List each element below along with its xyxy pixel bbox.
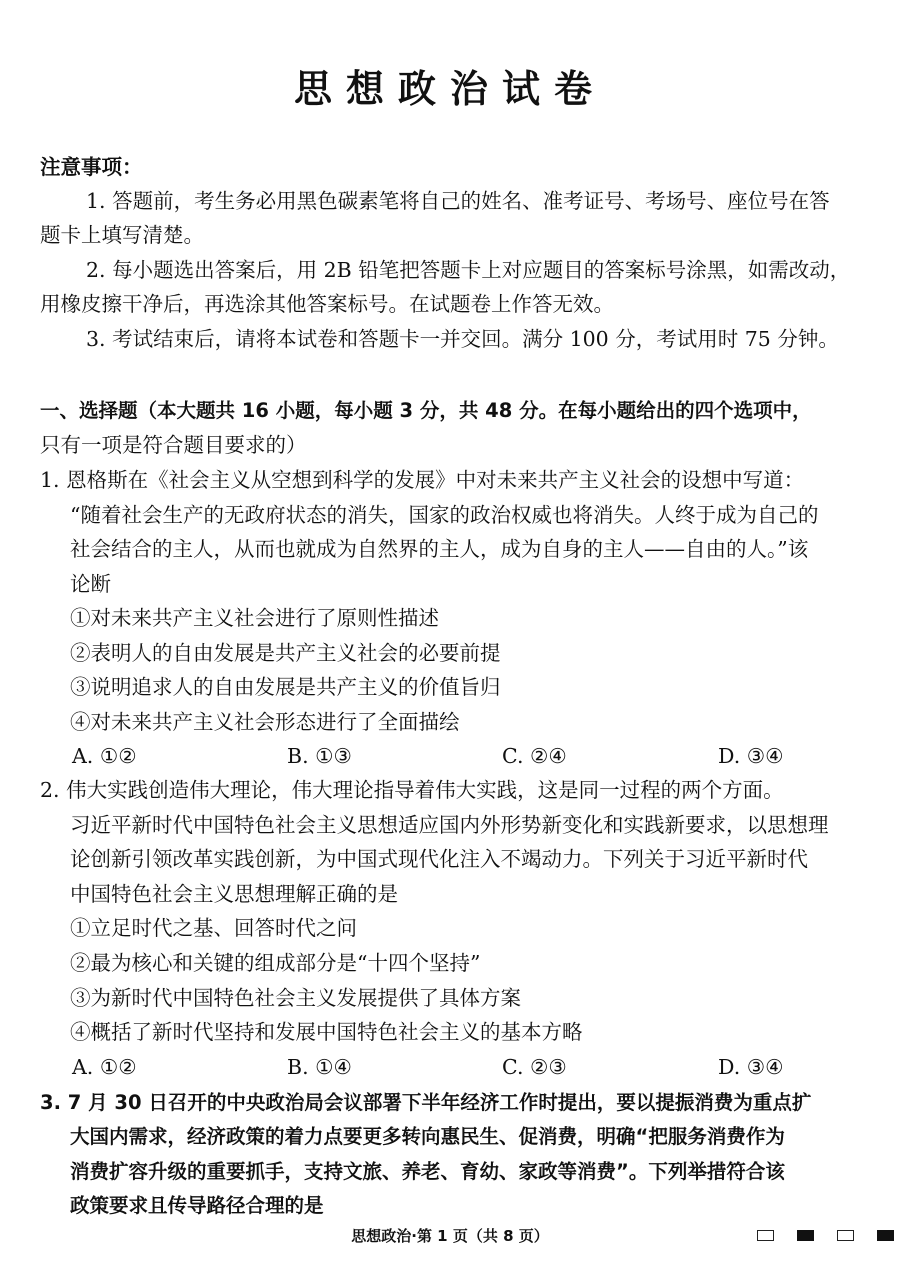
filled-mark-icon <box>797 1230 814 1241</box>
q2-option-a: A. ①② <box>72 1055 137 1079</box>
q1-statement-1: ①对未来共产主义社会进行了原则性描述 <box>70 606 439 630</box>
q3-stem-line-4: 政策要求且传导路径合理的是 <box>70 1194 324 1217</box>
q2-statement-3: ③为新时代中国特色社会主义发展提供了具体方案 <box>70 986 521 1010</box>
q3-stem-line-1: 3. 7 月 30 日召开的中央政治局会议部署下半年经济工作时提出，要以提振消费为重点扩 <box>40 1091 812 1114</box>
q1-stem-line-3: 社会结合的主人，从而也就成为自然界的主人，成为自身的主人——自由的人。”该 <box>70 537 809 561</box>
q2-option-c: C. ②③ <box>502 1055 567 1079</box>
q1-option-a: A. ①② <box>72 744 137 768</box>
q2-statement-2: ②最为核心和关键的组成部分是“十四个坚持” <box>70 951 481 975</box>
filled-mark-icon <box>877 1230 894 1241</box>
notice-heading: 注意事项： <box>40 155 143 179</box>
q2-statement-1: ①立足时代之基、回答时代之问 <box>70 916 357 940</box>
q1-stem-line-2: “随着社会生产的无政府状态的消失，国家的政治权威也将消失。人终于成为自己的 <box>70 503 819 527</box>
q1-option-b: B. ①③ <box>287 744 352 768</box>
print-registration-marks <box>757 1228 897 1244</box>
q3-stem-line-3: 消费扩容升级的重要抓手，支持文旅、养老、育幼、家政等消费”。下列举措符合该 <box>70 1160 785 1183</box>
q1-option-d: D. ③④ <box>718 744 784 768</box>
hollow-mark-icon <box>837 1230 854 1241</box>
q1-stem-line-4: 论断 <box>70 572 111 596</box>
notice-item-2-line-1: 2. 每小题选出答案后，用 2B 铅笔把答题卡上对应题目的答案标号涂黑，如需改动， <box>86 258 851 282</box>
q1-statement-2: ②表明人的自由发展是共产主义社会的必要前提 <box>70 641 501 665</box>
section-1-heading-line-1: 一、选择题（本大题共 16 小题，每小题 3 分，共 48 分。在每小题给出的四个选项中， <box>40 399 812 422</box>
q3-stem-line-2: 大国内需求，经济政策的着力点要更多转向惠民生、促消费，明确“把服务消费作为 <box>70 1125 785 1148</box>
q1-option-c: C. ②④ <box>502 744 567 768</box>
q2-option-b: B. ①④ <box>287 1055 352 1079</box>
notice-item-1-line-1: 1. 答题前，考生务必用黑色碳素笔将自己的姓名、准考证号、考场号、座位号在答 <box>86 189 830 213</box>
q2-stem-line-2: 习近平新时代中国特色社会主义思想适应国内外形势新变化和实践新要求，以思想理 <box>70 813 829 837</box>
q1-stem-line-1: 1. 恩格斯在《社会主义从空想到科学的发展》中对未来共产主义社会的设想中写道： <box>40 468 805 492</box>
q2-stem-line-3: 论创新引领改革实践创新，为中国式现代化注入不竭动力。下列关于习近平新时代 <box>70 847 808 871</box>
q2-stem-line-4: 中国特色社会主义思想理解正确的是 <box>70 882 398 906</box>
q2-stem-line-1: 2. 伟大实践创造伟大理论，伟大理论指导着伟大实践，这是同一过程的两个方面。 <box>40 778 784 802</box>
q1-statement-4: ④对未来共产主义社会形态进行了全面描绘 <box>70 710 460 734</box>
q2-statement-4: ④概括了新时代坚持和发展中国特色社会主义的基本方略 <box>70 1020 583 1044</box>
notice-item-1-line-2: 题卡上填写清楚。 <box>40 223 204 247</box>
page-title: 思想政治试卷 <box>293 67 606 111</box>
notice-item-3: 3. 考试结束后，请将本试卷和答题卡一并交回。满分 100 分，考试用时 75 分钟。 <box>86 327 839 351</box>
notice-item-2-line-2: 用橡皮擦干净后，再选涂其他答案标号。在试题卷上作答无效。 <box>40 292 614 316</box>
hollow-mark-icon <box>757 1230 774 1241</box>
q2-option-d: D. ③④ <box>718 1055 784 1079</box>
q1-statement-3: ③说明追求人的自由发展是共产主义的价值旨归 <box>70 675 501 699</box>
section-1-heading-line-2: 只有一项是符合题目要求的） <box>40 433 307 457</box>
page-footer: 思想政治·第 1 页（共 8 页） <box>351 1227 549 1245</box>
